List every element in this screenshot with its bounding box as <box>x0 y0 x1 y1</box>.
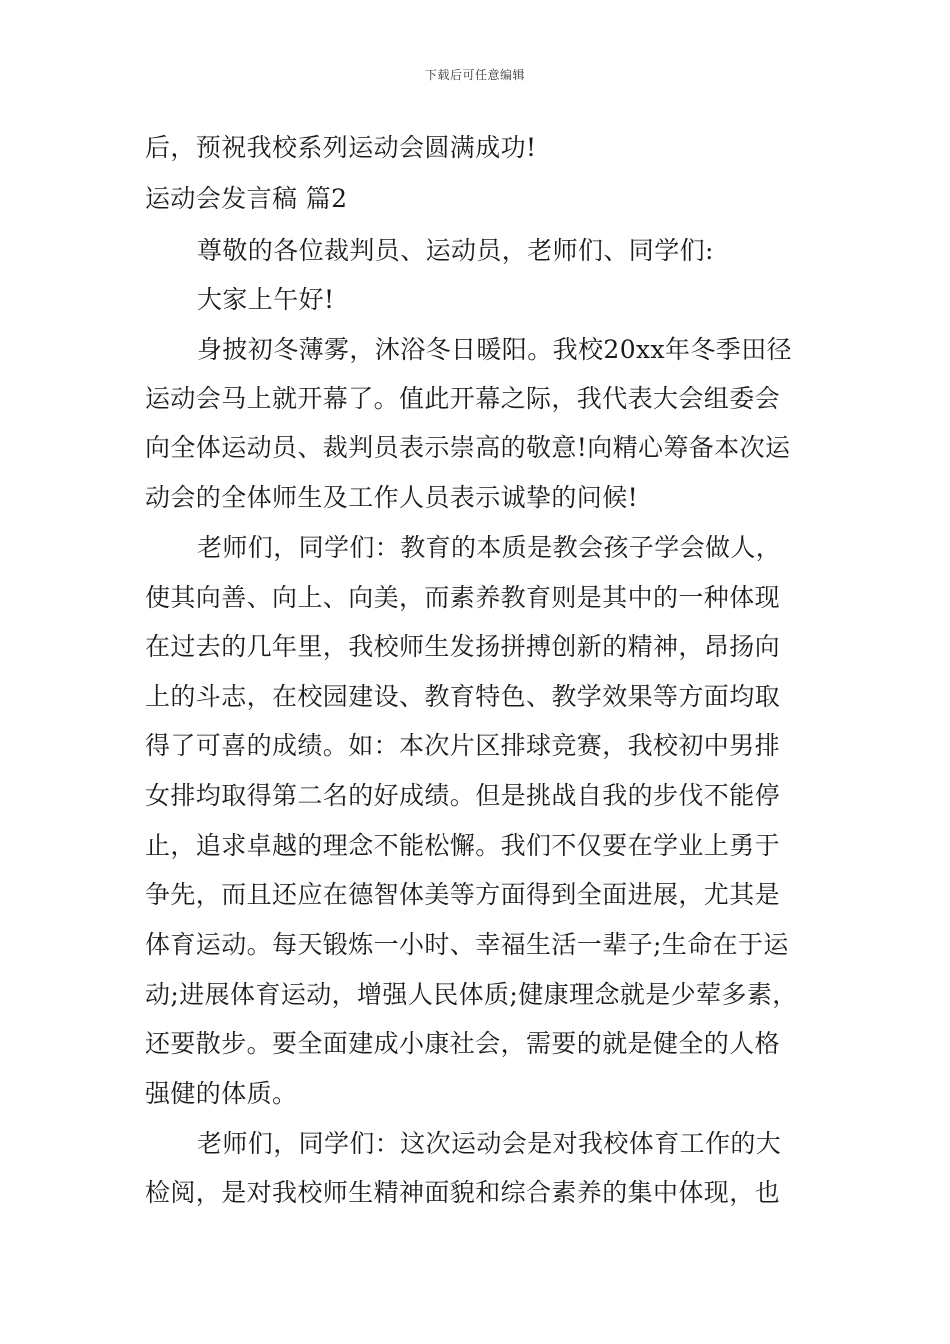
text-line: 运动会马上就开幕了。值此开幕之际，我代表大会组委会 <box>145 384 781 413</box>
text-line: 体育运动。每天锻炼一小时、幸福生活一辈子;生命在于运 <box>145 930 789 959</box>
text-line: 得了可喜的成绩。如：本次片区排球竞赛，我校初中男排 <box>145 731 781 760</box>
section-title: 运动会发言稿 篇2 <box>145 184 348 213</box>
text-line: 动会的全体师生及工作人员表示诚挚的问候! <box>145 483 639 512</box>
text-line: 老师们，同学们：这次运动会是对我校体育工作的大 <box>197 1129 782 1158</box>
text-line: 检阅，是对我校师生精神面貌和综合素养的集中体现，也 <box>145 1178 781 1207</box>
text-line: 后，预祝我校系列运动会圆满成功! <box>145 133 537 162</box>
text-line: 在过去的几年里，我校师生发扬拼搏创新的精神，昂扬向 <box>145 632 781 661</box>
text-line: 女排均取得第二名的好成绩。但是挑战自我的步伐不能停 <box>145 781 781 810</box>
text-line: 老师们，同学们：教育的本质是教会孩子学会做人， <box>197 533 782 562</box>
text-line: 争先，而且还应在德智体美等方面得到全面进展，尤其是 <box>145 880 781 909</box>
greeting: 大家上午好! <box>197 285 335 314</box>
text-line: 使其向善、向上、向美，而素养教育则是其中的一种体现 <box>145 583 781 612</box>
text-line: 身披初冬薄雾，沐浴冬日暖阳。我校20xx年冬季田径 <box>197 335 793 364</box>
text-line: 动;进展体育运动，增强人民体质;健康理念就是少荤多素， <box>145 980 798 1009</box>
text-line: 向全体运动员、裁判员表示崇高的敬意!向精心筹备本次运 <box>145 433 791 462</box>
text-line: 还要散步。要全面建成小康社会，需要的就是健全的人格 <box>145 1029 781 1058</box>
salutation: 尊敬的各位裁判员、运动员，老师们、同学们: <box>197 236 714 265</box>
text-line: 上的斗志，在校园建设、教育特色、教学效果等方面均取 <box>145 682 781 711</box>
text-line: 止，追求卓越的理念不能松懈。我们不仅要在学业上勇于 <box>145 831 781 860</box>
text-line: 强健的体质。 <box>145 1079 298 1108</box>
page-header: 下载后可任意编辑 <box>424 68 525 82</box>
